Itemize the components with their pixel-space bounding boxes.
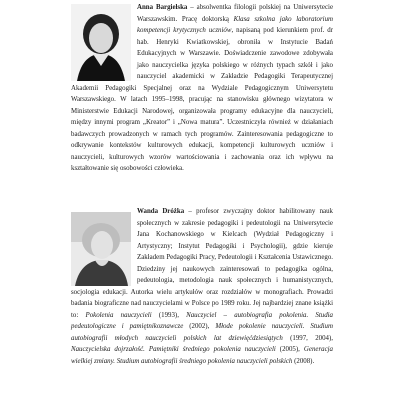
book-title: Nauczycielska dojrzałość. Pamiętniki średniego pokolenia nauczycieli bbox=[71, 346, 276, 353]
bio-text: – profesor zwyczajny doktor habilitowany nauk społecznych w zakresie pedagogiki i pedeutologii na Uniwersytecie Jana Kochanowskiego w Kielcach (Wydział Pedagogiczny i Artystyczny; Instytut Pedagogiki i Psychologii), gdzie kieruje Zakładem Pedagogiki Pracy, Pedeutologii i Kształcenia Ustawicznego. Dziedziny jej naukowych zainteresowań to pedagogika ogólna, pedeutologia, metodologia nauk społecznych i humanistycznych, socjologia edukacji. Autorka wielu artykułów oraz rozdziałów w monografiach. Prowadzi badania biograficzne nad nauczycielami w Polsce po 1989 roku. Jej najbardziej znane książki to: bbox=[71, 208, 333, 319]
portrait-photo bbox=[71, 4, 131, 81]
author-photo-drozka bbox=[71, 212, 131, 286]
portrait-photo bbox=[71, 212, 131, 286]
bio-text: (1997, 2004), bbox=[282, 334, 333, 342]
book-title: Generacja wielkiej zmiany. Studium autobiografii średniego pokolenia nauczycieli polskich bbox=[71, 346, 333, 365]
author-name: Wanda Dróżka bbox=[137, 208, 185, 215]
bio-text: – absolwentka filologii polskiej na Uniwersytecie Warszawskim. Pracę doktorską bbox=[137, 4, 334, 23]
bio-text: , napisaną pod kierunkiem prof. dr hab. Henryki Kwiatkowskiej, obroniła w Instytucie Badań Edukacyjnych w Warszawie. Doświadczenie zawodowe zdobywała jako nauczycielka języka polskiego w różnych typach szkół i jako nauczyciel akademicki w Zakładzie Pedagogiki Terapeutycznej Akademii Pedagogiki Specjalnej oraz na Wydziale Pedagogicznym Uniwersytetu Warszawskiego. W latach 1995–1998, pracując na stanowisku głównego wizytatora w Ministerstwie Edukacji Narodowej, organizowała programy edukacyjne dla nauczycieli, między innymi program „Kreator” i „Nowa matura”. Uczestniczyła również w działaniach badawczych prowadzonych w ramach tych programów. Zainteresowania pedagogiczne to odkrywanie kontekstów kulturowych edukacji, kompetencji kulturowych uczniów i nauczycieli, kulturowych wzorów wartościowania i zachowania oraz ich wpływu na kształtowanie się osobowości człowieka. bbox=[71, 27, 334, 172]
book-title: Klasa szkolna jako laboratorium kompetencji krytycznych uczniów bbox=[137, 15, 333, 34]
author-bio-bargielska bbox=[71, 2, 333, 175]
author-name: Anna Bargielska bbox=[137, 4, 188, 11]
bio-text: (1993), bbox=[151, 311, 187, 319]
page bbox=[71, 0, 333, 400]
book-title: Pokolenia nauczycieli bbox=[85, 311, 152, 319]
book-title: Nauczyciel – autobiografia pokolenia. Studia pedeutologiczne i pamiętnikoznawcze bbox=[71, 311, 334, 330]
author-photo-bargielska bbox=[71, 4, 131, 81]
bio-text: (2008). bbox=[292, 357, 315, 365]
bio-text: (2002), bbox=[183, 323, 216, 330]
book-title: Młode pokolenie nauczycieli. Studium autobiografii młodych nauczycieli polskich lat dziewięćdziesiątych bbox=[71, 323, 333, 342]
author-bio-drozka bbox=[71, 206, 333, 367]
bio-text: (2005), bbox=[275, 346, 304, 353]
